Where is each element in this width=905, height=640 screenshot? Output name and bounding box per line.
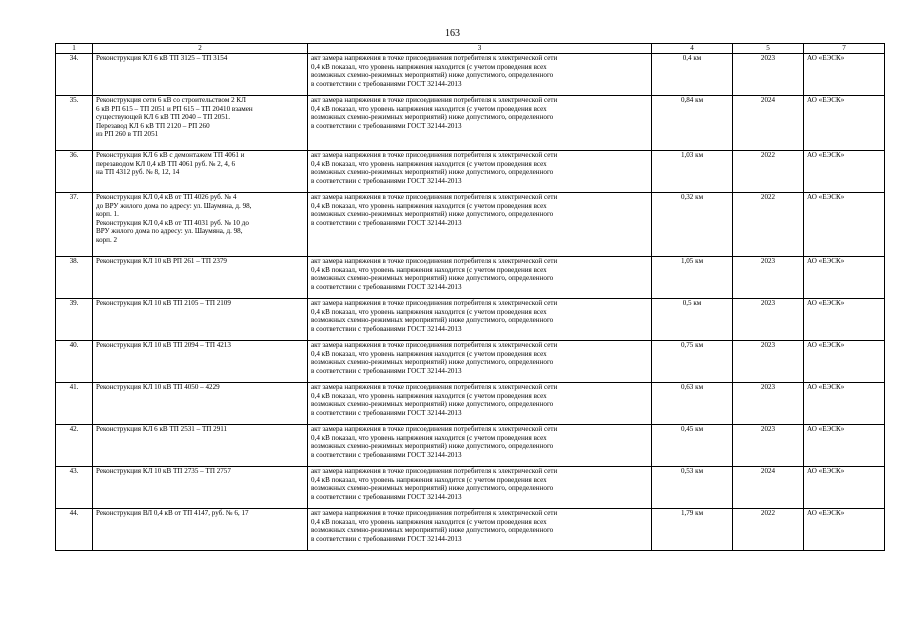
length-value: 0,63 км: [652, 383, 733, 425]
justification-line: акт замера напряжения в точке присоединения потребителя к электрической сети: [311, 341, 558, 349]
length-value: 0,53 км: [652, 467, 733, 509]
justification-line: в соответствии с требованиями ГОСТ 32144-2013: [311, 218, 462, 227]
row-number: 42.: [56, 425, 93, 467]
justification-line: в соответствии с требованиями ГОСТ 32144-2013: [311, 492, 462, 501]
project-name-line: корп. 2: [96, 235, 118, 244]
justification-line: 0,4 кВ показал, что уровень напряжения находится (с учетом проведения всех: [311, 265, 547, 274]
length-value: 0,84 км: [652, 96, 733, 151]
organization-name: АО «ЕЭСК»: [804, 96, 885, 151]
project-name-line: Реконструкция КЛ 10 кВ ТП 2094 – ТП 4213: [96, 341, 231, 349]
project-name: [93, 54, 308, 96]
year-value: 2022: [733, 151, 804, 193]
justification-line: возможных схемно-режимных мероприятий) ниже допустимого, определенного: [311, 442, 554, 451]
table-row: [56, 425, 885, 467]
project-name-line: 6 кВ РП 615 – ТП 2051 и РП 615 – ТП 20410 взамен: [96, 104, 253, 113]
project-name-line: Реконструкция КЛ 10 кВ ТП 4050 – 4229: [96, 383, 220, 391]
justification-line: возможных схемно-режимных мероприятий) ниже допустимого, определенного: [311, 113, 554, 122]
project-name: [93, 467, 308, 509]
column-header: 7: [804, 44, 885, 54]
justification-line: 0,4 кВ показал, что уровень напряжения находится (с учетом проведения всех: [311, 104, 547, 113]
length-value: 0,32 км: [652, 193, 733, 257]
justification-line: 0,4 кВ показал, что уровень напряжения находится (с учетом проведения всех: [311, 475, 547, 484]
justification-line: возможных схемно-режимных мероприятий) ниже допустимого, определенного: [311, 210, 554, 219]
organization-name: АО «ЕЭСК»: [804, 509, 885, 551]
project-name: [93, 96, 308, 151]
justification-line: акт замера напряжения в точке присоединения потребителя к электрической сети: [311, 467, 558, 475]
justification-text: [308, 467, 652, 509]
justification-text: [308, 151, 652, 193]
project-name-line: перезаводом КЛ 0,4 кВ ТП 4061 руб. № 2, 4, 6: [96, 159, 236, 168]
justification-line: в соответствии с требованиями ГОСТ 32144-2013: [311, 408, 462, 417]
justification-line: в соответствии с требованиями ГОСТ 32144-2013: [311, 176, 462, 185]
organization-name: АО «ЕЭСК»: [804, 54, 885, 96]
year-value: 2023: [733, 341, 804, 383]
justification-line: 0,4 кВ показал, что уровень напряжения находится (с учетом проведения всех: [311, 517, 547, 526]
justification-text: [308, 299, 652, 341]
organization-name: АО «ЕЭСК»: [804, 341, 885, 383]
project-name: [93, 193, 308, 257]
row-number: 41.: [56, 383, 93, 425]
row-number: 39.: [56, 299, 93, 341]
row-number: 37.: [56, 193, 93, 257]
justification-line: возможных схемно-режимных мероприятий) ниже допустимого, определенного: [311, 358, 554, 367]
justification-line: акт замера напряжения в точке присоединения потребителя к электрической сети: [311, 54, 558, 62]
column-header: 3: [308, 44, 652, 54]
table-body: [56, 54, 885, 551]
project-name-line: Реконструкция КЛ 0,4 кВ от ТП 4031 руб. № 10 до: [96, 218, 249, 227]
investment-table: [55, 43, 885, 551]
table-row: [56, 257, 885, 299]
table-header-row: [56, 44, 885, 54]
project-name-line: Реконструкция КЛ 10 кВ ТП 2735 – ТП 2757: [96, 467, 231, 475]
project-name: [93, 509, 308, 551]
length-value: 0,4 км: [652, 54, 733, 96]
column-header: 5: [733, 44, 804, 54]
project-name-line: Реконструкция КЛ 10 кВ ТП 2105 – ТП 2109: [96, 299, 231, 307]
row-number: 44.: [56, 509, 93, 551]
justification-line: в соответствии с требованиями ГОСТ 32144-2013: [311, 450, 462, 459]
project-name-line: Реконструкция КЛ 6 кВ ТП 2531 – ТП 2911: [96, 425, 228, 433]
row-number: 34.: [56, 54, 93, 96]
row-number: 40.: [56, 341, 93, 383]
justification-line: в соответствии с требованиями ГОСТ 32144-2013: [311, 534, 462, 543]
length-value: 1,03 км: [652, 151, 733, 193]
organization-name: АО «ЕЭСК»: [804, 193, 885, 257]
year-value: 2023: [733, 299, 804, 341]
project-name-line: на ТП 4312 руб. № 8, 12, 14: [96, 168, 180, 177]
row-number: 38.: [56, 257, 93, 299]
table-row: [56, 151, 885, 193]
justification-line: 0,4 кВ показал, что уровень напряжения находится (с учетом проведения всех: [311, 307, 547, 316]
justification-line: возможных схемно-режимных мероприятий) ниже допустимого, определенного: [311, 526, 554, 535]
table-row: [56, 193, 885, 257]
justification-line: 0,4 кВ показал, что уровень напряжения находится (с учетом проведения всех: [311, 62, 547, 71]
project-name: [93, 425, 308, 467]
length-value: 0,45 км: [652, 425, 733, 467]
justification-text: [308, 341, 652, 383]
length-value: 0,75 км: [652, 341, 733, 383]
year-value: 2024: [733, 96, 804, 151]
page-number: 163: [445, 28, 460, 39]
justification-line: акт замера напряжения в точке присоединения потребителя к электрической сети: [311, 299, 558, 307]
justification-line: акт замера напряжения в точке присоединения потребителя к электрической сети: [311, 193, 558, 201]
table-row: [56, 467, 885, 509]
justification-line: 0,4 кВ показал, что уровень напряжения находится (с учетом проведения всех: [311, 433, 547, 442]
justification-line: 0,4 кВ показал, что уровень напряжения находится (с учетом проведения всех: [311, 349, 547, 358]
row-number: 43.: [56, 467, 93, 509]
justification-text: [308, 96, 652, 151]
year-value: 2024: [733, 467, 804, 509]
length-value: 1,79 км: [652, 509, 733, 551]
year-value: 2023: [733, 54, 804, 96]
justification-line: акт замера напряжения в точке присоединения потребителя к электрической сети: [311, 425, 558, 433]
justification-text: [308, 193, 652, 257]
justification-line: возможных схемно-режимных мероприятий) ниже допустимого, определенного: [311, 168, 554, 177]
table-row: [56, 383, 885, 425]
organization-name: АО «ЕЭСК»: [804, 257, 885, 299]
year-value: 2023: [733, 425, 804, 467]
organization-name: АО «ЕЭСК»: [804, 425, 885, 467]
table-row: [56, 54, 885, 96]
justification-text: [308, 509, 652, 551]
justification-line: 0,4 кВ показал, что уровень напряжения находится (с учетом проведения всех: [311, 391, 547, 400]
table-row: [56, 341, 885, 383]
project-name-line: Реконструкция сети 6 кВ со строительством 2 КЛ: [96, 96, 246, 104]
length-value: 1,05 км: [652, 257, 733, 299]
justification-text: [308, 383, 652, 425]
table-row: [56, 299, 885, 341]
project-name-line: Реконструкция КЛ 10 кВ РП 261 – ТП 2379: [96, 257, 227, 265]
length-value: 0,5 км: [652, 299, 733, 341]
project-name-line: до ВРУ жилого дома по адресу: ул. Шаумяна, д. 98,: [96, 201, 252, 210]
project-name-line: Реконструкция КЛ 0,4 кВ от ТП 4026 руб. № 4: [96, 193, 237, 201]
justification-line: акт замера напряжения в точке присоединения потребителя к электрической сети: [311, 151, 558, 159]
project-name-line: Реконструкция КЛ 6 кВ ТП 3125 – ТП 3154: [96, 54, 228, 62]
year-value: 2023: [733, 257, 804, 299]
justification-line: акт замера напряжения в точке присоединения потребителя к электрической сети: [311, 383, 558, 391]
organization-name: АО «ЕЭСК»: [804, 151, 885, 193]
row-number: 36.: [56, 151, 93, 193]
project-name-line: Реконструкция ВЛ 0,4 кВ от ТП 4147, руб. № 6, 17: [96, 509, 249, 517]
column-header: 4: [652, 44, 733, 54]
project-name-line: ВРУ жилого дома по адресу: ул. Шаумяна, д. 98,: [96, 227, 243, 236]
row-number: 35.: [56, 96, 93, 151]
table-row: [56, 96, 885, 151]
justification-line: возможных схемно-режимных мероприятий) ниже допустимого, определенного: [311, 484, 554, 493]
project-name-line: корп. 1.: [96, 210, 119, 219]
justification-line: в соответствии с требованиями ГОСТ 32144-2013: [311, 282, 462, 291]
project-name-line: Реконструкция КЛ 6 кВ с демонтажем ТП 4061 и: [96, 151, 245, 159]
justification-text: [308, 257, 652, 299]
justification-line: акт замера напряжения в точке присоединения потребителя к электрической сети: [311, 257, 558, 265]
project-name-line: Перезавод КЛ 6 кВ ТП 2120 – РП 260: [96, 121, 210, 130]
justification-line: акт замера напряжения в точке присоединения потребителя к электрической сети: [311, 509, 558, 517]
justification-line: в соответствии с требованиями ГОСТ 32144-2013: [311, 324, 462, 333]
project-name-line: существующей КЛ 6 кВ ТП 2040 – ТП 2051.: [96, 113, 231, 122]
justification-line: возможных схемно-режимных мероприятий) ниже допустимого, определенного: [311, 400, 554, 409]
organization-name: АО «ЕЭСК»: [804, 299, 885, 341]
justification-line: в соответствии с требованиями ГОСТ 32144-2013: [311, 79, 462, 88]
justification-line: в соответствии с требованиями ГОСТ 32144-2013: [311, 366, 462, 375]
column-header: 2: [93, 44, 308, 54]
organization-name: АО «ЕЭСК»: [804, 383, 885, 425]
organization-name: АО «ЕЭСК»: [804, 467, 885, 509]
project-name: [93, 151, 308, 193]
justification-line: 0,4 кВ показал, что уровень напряжения находится (с учетом проведения всех: [311, 159, 547, 168]
justification-line: возможных схемно-режимных мероприятий) ниже допустимого, определенного: [311, 71, 554, 80]
year-value: 2023: [733, 383, 804, 425]
project-name: [93, 299, 308, 341]
project-name: [93, 257, 308, 299]
table-row: [56, 509, 885, 551]
column-header: 1: [56, 44, 93, 54]
year-value: 2022: [733, 193, 804, 257]
project-name-line: из РП 260 в ТП 2051: [96, 130, 159, 139]
project-name: [93, 341, 308, 383]
justification-line: 0,4 кВ показал, что уровень напряжения находится (с учетом проведения всех: [311, 201, 547, 210]
justification-line: в соответствии с требованиями ГОСТ 32144-2013: [311, 121, 462, 130]
justification-line: возможных схемно-режимных мероприятий) ниже допустимого, определенного: [311, 274, 554, 283]
justification-text: [308, 54, 652, 96]
year-value: 2022: [733, 509, 804, 551]
project-name: [93, 383, 308, 425]
justification-line: акт замера напряжения в точке присоединения потребителя к электрической сети: [311, 96, 558, 104]
justification-text: [308, 425, 652, 467]
justification-line: возможных схемно-режимных мероприятий) ниже допустимого, определенного: [311, 316, 554, 325]
